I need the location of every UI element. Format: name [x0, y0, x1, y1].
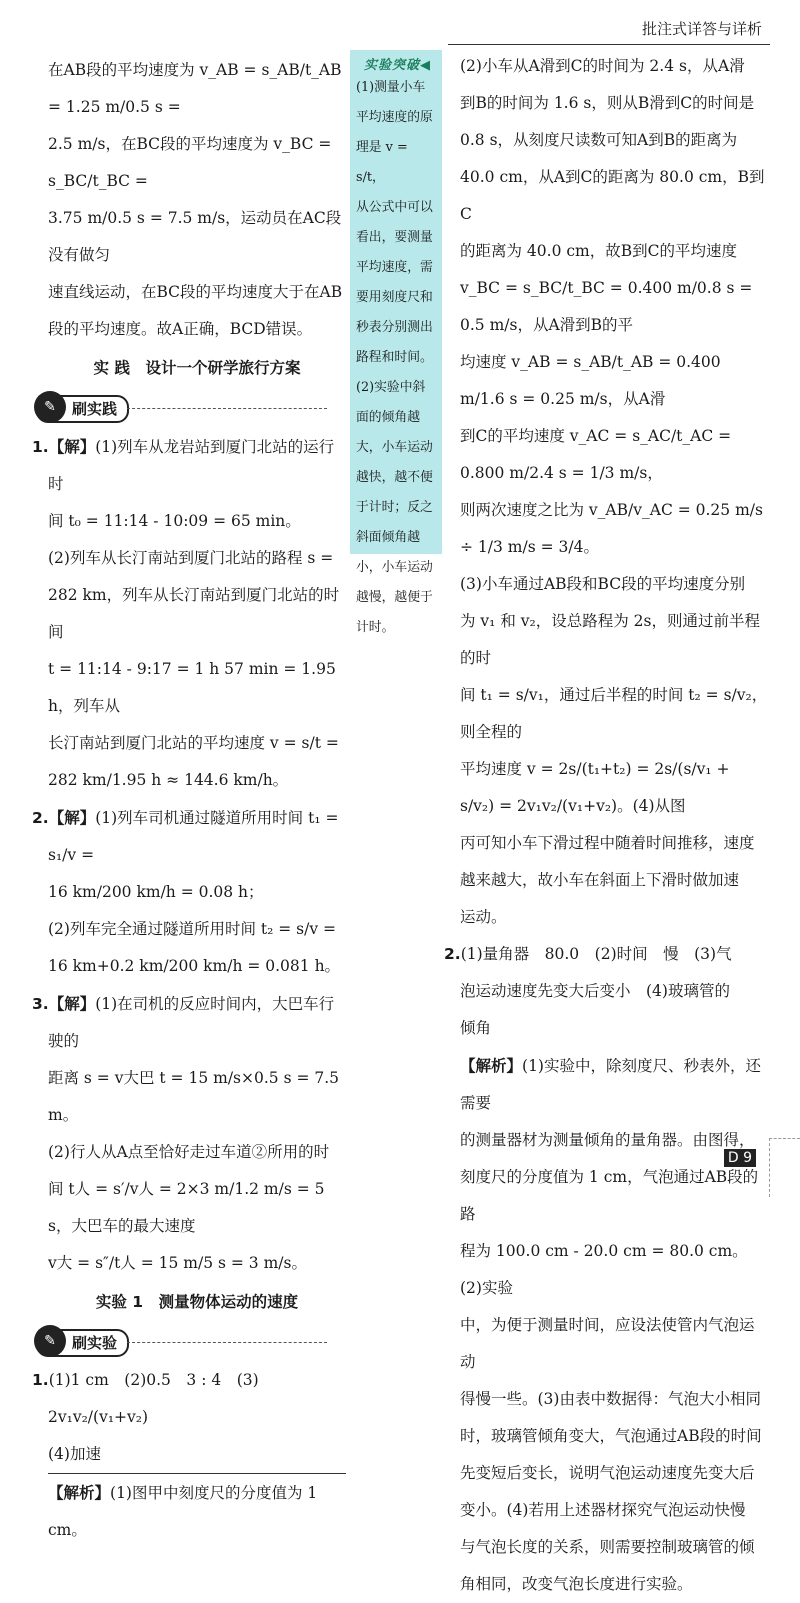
answer-tag: 【解】	[48, 437, 96, 456]
text-line: (2)列车完全通过隧道所用时间 t₂ = s/v =	[48, 920, 337, 938]
text-line: 282 km，列车从长汀南站到厦门北站的时间	[48, 586, 340, 641]
text-line: 长汀南站到厦门北站的平均速度 v = s/t =	[48, 734, 339, 752]
left-column	[32, 52, 346, 1549]
text-line: 角相同，改变气泡长度进行实验。	[460, 1575, 693, 1593]
question-number: 2.	[444, 945, 461, 963]
page-header-title: 批注式详答与详析	[641, 20, 762, 38]
analysis-tag: 【解析】	[48, 1483, 111, 1502]
text-line: 变小。(4)若用上述器材探究气泡运动快慢	[460, 1501, 746, 1519]
text-line: 间 t₁ = s/v₁，通过后半程的时间 t₂ = s/v₂，则全程的	[460, 686, 768, 741]
page-number: D 9	[724, 1149, 756, 1167]
page-corner-mark	[769, 1138, 800, 1197]
sidebar-line: 要用刻度尺和	[356, 290, 433, 305]
text-line: 刻度尺的分度值为 1 cm，气泡通过AB段的路	[460, 1168, 759, 1223]
question-number: 3.	[32, 995, 49, 1013]
tip-sidebar	[350, 50, 442, 635]
badge-practice	[36, 395, 129, 423]
question-number: 1.	[32, 438, 49, 456]
sidebar-line: 斜面倾角越	[356, 530, 420, 545]
text-line: 越来越大，故小车在斜面上下滑时做加速	[460, 871, 740, 889]
question-number: 1.	[32, 1371, 49, 1389]
text-line: 程为 100.0 cm - 20.0 cm = 80.0 cm。(2)实验	[460, 1242, 748, 1297]
answer-line: 泡运动速度先变大后变小 (4)玻璃管的	[460, 982, 730, 1000]
sidebar-body	[350, 73, 442, 643]
text-line: t = 11:14 - 9:17 = 1 h 57 min = 1.95 h，列车从	[48, 660, 336, 715]
answer-line: (1)1 cm (2)0.5 3 : 4 (3) 2v₁v₂/(v₁+v₂)	[48, 1371, 259, 1426]
sidebar-line: 秒表分别测出	[356, 320, 433, 335]
answer-line: 倾角	[460, 1019, 492, 1037]
sidebar-line: 面的倾角越	[356, 410, 420, 425]
sidebar-line: 看出，要测量	[356, 230, 433, 245]
text-line: 40.0 cm，从A到C的距离为 80.0 cm，B到C	[460, 168, 765, 223]
text-line: 间 t人 = s′/v人 = 2×3 m/1.2 m/s = 5 s，大巴车的最大速度	[48, 1180, 325, 1235]
sidebar-line: 路程和时间。	[356, 350, 433, 365]
text-line: (1)实验中，除刻度尺、秒表外，还需要	[460, 1057, 761, 1112]
text-line: 速直线运动，在BC段的平均速度大于在AB	[48, 283, 343, 301]
sidebar-line: (1)测量小车	[356, 80, 426, 95]
text-line: 的测量器材为测量倾角的量角器。由图得，	[460, 1131, 755, 1149]
text-line: 运动。	[460, 908, 507, 926]
sidebar-line: 从公式中可以	[356, 200, 433, 215]
text-line: 时，玻璃管倾角变大，气泡通过AB段的时间	[460, 1427, 762, 1445]
text-line: (2)列车从长汀南站到厦门北站的路程 s =	[48, 549, 334, 567]
analysis-tag: 【解析】	[460, 1056, 523, 1075]
question-number: 2.	[32, 809, 49, 827]
text-line: (1)列车从龙岩站到厦门北站的运行时	[48, 438, 335, 493]
answer-tag: 【解】	[48, 994, 96, 1013]
text-line: 到B的时间为 1.6 s，则从B滑到C的时间是	[460, 94, 755, 112]
text-line: (2)行人从A点至恰好走过车道②所用的时	[48, 1143, 330, 1161]
text-line: 2.5 m/s，在BC段的平均速度为 v_BC = s_BC/t_BC =	[48, 135, 332, 190]
badge-label: 刷实验	[72, 1334, 118, 1352]
answer-line: (4)加速	[48, 1436, 346, 1474]
section-title-experiment: 实验 1 测量物体运动的速度	[95, 1293, 299, 1311]
sidebar-line: 小，小车运动	[356, 560, 433, 575]
pencil-icon: ✎	[34, 1325, 66, 1357]
sidebar-title: 实验突破◀	[364, 58, 431, 73]
text-line: 到C的平均速度 v_AC = s_AC/t_AC = 0.800 m/2.4 s = 1/3 m/s，	[460, 427, 732, 482]
text-line: 在AB段的平均速度为 v_AB = s_AB/t_AB = 1.25 m/0.5 s =	[48, 61, 342, 116]
text-line: v_BC = s_BC/t_BC = 0.400 m/0.8 s = 0.5 m/s，从A滑到B的平	[460, 279, 753, 334]
answer-line: (1)量角器 80.0 (2)时间 慢 (3)气	[460, 945, 732, 963]
answer-tag: 【解】	[48, 808, 96, 827]
right-column	[444, 48, 768, 1603]
sidebar-line: 于计时；反之	[356, 500, 433, 515]
sidebar-line: 平均速度，需	[356, 260, 433, 275]
text-line: (1)图甲中刻度尺的分度值为 1 cm。	[48, 1484, 318, 1539]
sidebar-line: 平均速度的原	[356, 110, 433, 125]
text-line: 距离 s = v大巴 t = 15 m/s×0.5 s = 7.5 m。	[48, 1069, 340, 1124]
text-line: (1)列车司机通过隧道所用时间 t₁ = s₁/v =	[48, 809, 339, 864]
sidebar-line: 越快，越不便	[356, 470, 433, 485]
text-line: 丙可知小车下滑过程中随着时间推移，速度	[460, 834, 755, 852]
text-line: (1)在司机的反应时间内，大巴车行驶的	[48, 995, 335, 1050]
text-line: 为 v₁ 和 v₂，设总路程为 2s，则通过前半程的时	[460, 612, 760, 667]
text-line: (3)小车通过AB段和BC段的平均速度分别	[460, 575, 746, 593]
text-line: 282 km/1.95 h ≈ 144.6 km/h。	[48, 771, 289, 789]
sidebar-line: 理是 v = s/t，	[356, 140, 408, 185]
text-line: 得慢一些。(3)由表中数据得：气泡大小相同	[460, 1390, 761, 1408]
text-line: 先变短后变长，说明气泡运动速度先变大后	[460, 1464, 755, 1482]
text-line: 中，为便于测量时间，应设法使管内气泡运动	[460, 1316, 755, 1371]
text-line: 段的平均速度。故A正确，BCD错误。	[48, 320, 313, 338]
text-line: 的距离为 40.0 cm，故B到C的平均速度	[460, 242, 737, 260]
badge-experiment	[36, 1329, 129, 1357]
sidebar-line: 大，小车运动	[356, 440, 433, 455]
text-line: 3.75 m/0.5 s = 7.5 m/s，运动员在AC段没有做匀	[48, 209, 342, 264]
section-title-practice: 实 践 设计一个研学旅行方案	[93, 359, 301, 377]
text-line: 均速度 v_AB = s_AB/t_AB = 0.400 m/1.6 s = 0.25 m/s，从A滑	[460, 353, 721, 408]
text-line: 0.8 s，从刻度尺读数可知A到B的距离为	[460, 131, 738, 149]
badge-label: 刷实践	[72, 400, 118, 418]
header-divider	[448, 44, 770, 45]
text-line: 则两次速度之比为 v_AB/v_AC = 0.25 m/s ÷ 1/3 m/s = 3/4。	[460, 501, 763, 556]
text-line: 间 t₀ = 11:14 - 10:09 = 65 min。	[48, 512, 301, 530]
sidebar-line: 越慢，越便于	[356, 590, 433, 605]
text-line: 平均速度 v = 2s/(t₁+t₂) = 2s/(s/v₁ + s/v₂) = 2v₁v₂/(v₁+v₂)。(4)从图	[460, 760, 730, 815]
pencil-icon: ✎	[34, 391, 66, 423]
text-line: v大 = s″/t人 = 15 m/5 s = 3 m/s。	[48, 1254, 307, 1272]
sidebar-line: 计时。	[356, 620, 395, 635]
text-line: 16 km/200 km/h = 0.08 h；	[48, 883, 264, 901]
sidebar-line: (2)实验中斜	[356, 380, 426, 395]
text-line: 与气泡长度的关系，则需要控制玻璃管的倾	[460, 1538, 755, 1556]
text-line: 16 km+0.2 km/200 km/h = 0.081 h。	[48, 957, 341, 975]
text-line: (2)小车从A滑到C的时间为 2.4 s，从A滑	[460, 57, 745, 75]
